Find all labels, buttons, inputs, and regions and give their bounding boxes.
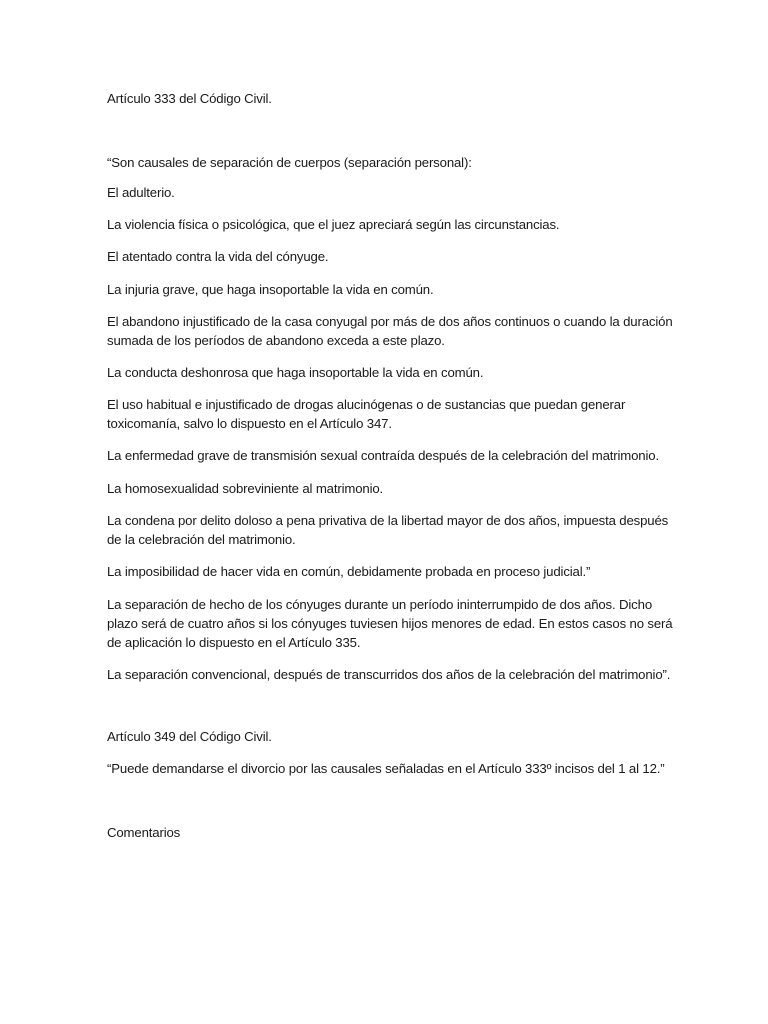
causal-violencia: La violencia física o psicológica, que el juez apreciará según las circunstancias. bbox=[107, 217, 560, 232]
comments-heading: Comentarios bbox=[107, 825, 181, 840]
causal-conducta: La conducta deshonrosa que haga insoportable la vida en común. bbox=[107, 365, 484, 380]
causal-drogas-line-2: toxicomanía, salvo lo dispuesto en el Artículo 347. bbox=[107, 416, 392, 431]
causal-drogas-line-1: El uso habitual e injustificado de drogas alucinógenas o de sustancias que puedan generar bbox=[107, 397, 626, 412]
intro-paragraph: “Son causales de separación de cuerpos (separación personal): bbox=[107, 155, 472, 170]
causal-injuria: La injuria grave, que haga insoportable la vida en común. bbox=[107, 282, 434, 297]
causal-separacion-convencional: La separación convencional, después de transcurridos dos años de la celebración del matrimonio”. bbox=[107, 667, 671, 682]
causal-separacion-hecho-line-3: de aplicación lo dispuesto en el Artículo 335. bbox=[107, 635, 361, 650]
causal-homosexualidad: La homosexualidad sobreviniente al matrimonio. bbox=[107, 481, 384, 496]
causal-abandono-line-1: El abandono injustificado de la casa conyugal por más de dos años continuos o cuando la duración bbox=[107, 314, 673, 329]
causal-adulterio: El adulterio. bbox=[107, 185, 175, 200]
causal-imposibilidad: La imposibilidad de hacer vida en común, debidamente probada en proceso judicial.” bbox=[107, 564, 591, 579]
causal-abandono-line-2: sumada de los períodos de abandono exceda a este plazo. bbox=[107, 333, 445, 348]
causal-enfermedad: La enfermedad grave de transmisión sexual contraída después de la celebración del matrimonio. bbox=[107, 448, 659, 463]
heading-articulo-333: Artículo 333 del Código Civil. bbox=[107, 91, 272, 106]
causal-separacion-hecho-line-1: La separación de hecho de los cónyuges durante un período ininterrumpido de dos años. Dicho bbox=[107, 597, 652, 612]
causal-condena-line-1: La condena por delito doloso a pena privativa de la libertad mayor de dos años, impuesta después bbox=[107, 513, 669, 528]
heading-articulo-349: Artículo 349 del Código Civil. bbox=[107, 729, 272, 744]
causal-atentado: El atentado contra la vida del cónyuge. bbox=[107, 249, 329, 264]
causal-condena-line-2: de la celebración del matrimonio. bbox=[107, 532, 296, 547]
quote-articulo-349: “Puede demandarse el divorcio por las causales señaladas en el Artículo 333º incisos del 1 al 12.” bbox=[107, 761, 665, 776]
causal-separacion-hecho-line-2: plazo será de cuatro años si los cónyuges tuviesen hijos menores de edad. En estos casos no será bbox=[107, 616, 673, 631]
